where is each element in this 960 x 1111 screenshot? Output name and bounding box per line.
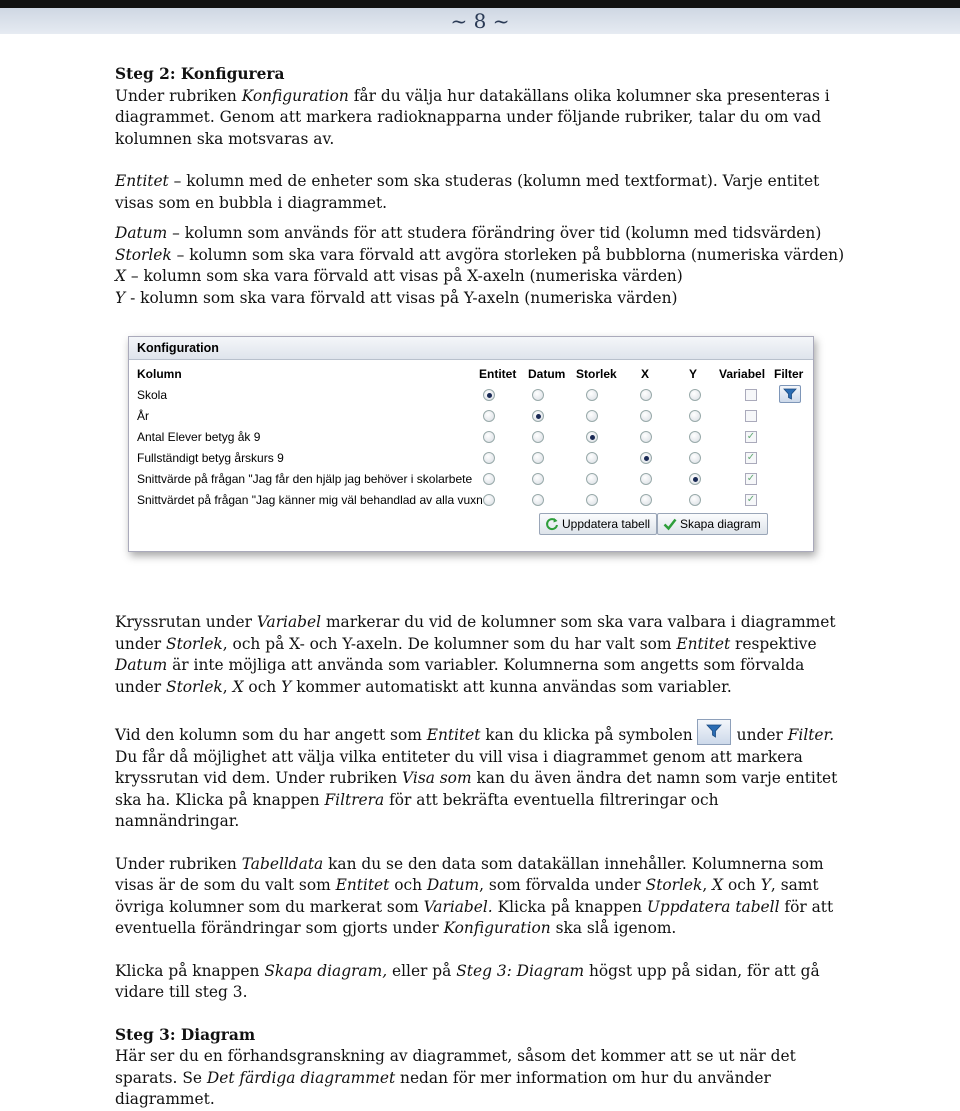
text-segment: eller på xyxy=(387,961,457,980)
text-segment: Entitet xyxy=(115,172,169,190)
radio-cell xyxy=(638,406,654,426)
text-segment: högst upp på sidan, för att gå vidare till steg 3. xyxy=(115,961,820,1001)
top-rule xyxy=(0,0,960,8)
document-body xyxy=(115,64,845,1111)
col-header-entitet: Entitet xyxy=(479,367,517,381)
radio-x[interactable] xyxy=(640,431,652,443)
radio-cell xyxy=(638,448,654,468)
row-label: Snittvärdet på frågan "Jag känner mig väl behandlad av alla vuxn xyxy=(137,493,483,507)
text-segment: Konfiguration xyxy=(241,86,349,105)
text-segment: Klicka på knappen xyxy=(492,897,647,916)
radio-entitet[interactable] xyxy=(483,389,495,401)
text-segment: får du välja hur datakällans olika kolumner ska presenteras i diagrammet. Genom att markera radioknapparna under följande rubriker, talar du om vad kolumnen ska motsvaras av. xyxy=(115,86,830,148)
text-segment: Kryssrutan under xyxy=(115,613,257,631)
text-segment: Y xyxy=(760,876,771,894)
variabel-checkbox[interactable]: ✓ xyxy=(746,473,756,484)
def-entitet xyxy=(115,171,845,214)
text-segment: respektive xyxy=(730,634,817,653)
variabel-checkbox[interactable] xyxy=(745,389,757,401)
radio-entitet[interactable] xyxy=(483,431,495,443)
radio-y[interactable] xyxy=(689,473,701,485)
radio-cell xyxy=(481,469,497,489)
text-segment: , samt övriga kolumner som du markerat som xyxy=(115,876,819,916)
checkbox-cell xyxy=(743,490,759,510)
table-row xyxy=(137,448,805,468)
step2-intro xyxy=(115,86,845,151)
radio-cell xyxy=(584,490,600,510)
radio-cell xyxy=(638,427,654,447)
radio-y[interactable] xyxy=(689,452,701,464)
radio-cell xyxy=(481,385,497,405)
text-segment: Storlek xyxy=(645,876,703,894)
para-skapa xyxy=(115,961,845,1004)
text-segment: , som förvalda under xyxy=(479,876,646,894)
text-segment: Du får då möjlighet att välja vilka entiteter du vill visa i diagrammet genom att markera kryssrutan vid dem. Under rubriken xyxy=(115,747,803,787)
text-segment: markerar du vid de kolumner som ska vara valbara i diagrammet under xyxy=(115,613,836,653)
checkbox-cell xyxy=(743,427,759,447)
create-diagram-label: Skapa diagram xyxy=(680,517,761,531)
radio-storlek[interactable] xyxy=(586,431,598,443)
radio-x[interactable] xyxy=(640,473,652,485)
para-kryssrutan xyxy=(115,612,845,698)
text-segment: Entitet xyxy=(676,634,731,653)
text-segment: kommer automatiskt att kunna användas som variabler. xyxy=(291,677,732,696)
variabel-checkbox[interactable]: ✓ xyxy=(746,494,756,505)
radio-cell xyxy=(481,427,497,447)
radio-datum[interactable] xyxy=(532,431,544,443)
filter-funnel-icon xyxy=(697,719,731,745)
checkbox-cell xyxy=(743,385,759,405)
radio-cell xyxy=(638,490,654,510)
col-header-filter: Filter xyxy=(774,367,804,381)
radio-cell xyxy=(481,406,497,426)
radio-cell xyxy=(584,385,600,405)
text-segment: Entitet xyxy=(335,876,390,894)
radio-cell xyxy=(530,469,546,489)
text-segment: – kolumn som ska vara förvald att avgöra storleken på bubblorna (numeriska värden) xyxy=(171,245,845,264)
radio-cell xyxy=(687,469,703,489)
text-segment: nedan för mer information om hur du använder diagrammet. xyxy=(115,1068,771,1108)
update-table-label: Uppdatera tabell xyxy=(562,517,651,531)
text-segment: Variabel xyxy=(256,613,322,631)
text-segment: Variabel. xyxy=(423,897,493,916)
text-segment: Vid den kolumn som du har angett som xyxy=(115,726,427,744)
radio-cell xyxy=(530,427,546,447)
radio-cell xyxy=(530,448,546,468)
text-segment: Storlek xyxy=(115,245,172,264)
text-segment: Under rubriken xyxy=(115,854,242,873)
radio-x[interactable] xyxy=(640,389,652,401)
table-row xyxy=(137,469,805,489)
row-label: År xyxy=(137,409,149,423)
radio-cell xyxy=(481,448,497,468)
configuration-panel xyxy=(128,336,814,552)
checkbox-cell xyxy=(743,448,759,468)
text-segment: Under rubriken xyxy=(115,86,242,105)
radio-datum[interactable] xyxy=(532,494,544,506)
variabel-checkbox[interactable]: ✓ xyxy=(746,431,756,442)
para-filter xyxy=(115,719,845,833)
radio-cell xyxy=(584,448,600,468)
text-segment: , och på X- och Y-axeln. De kolumner som du har valt som xyxy=(222,634,677,653)
radio-storlek[interactable] xyxy=(586,452,598,464)
col-header-y: Y xyxy=(689,367,698,381)
radio-cell xyxy=(638,469,654,489)
text-segment: , xyxy=(222,677,233,696)
text-segment: Storlek xyxy=(166,677,223,696)
table-row xyxy=(137,385,805,405)
text-segment: Skapa diagram, xyxy=(264,961,388,980)
col-header-datum: Datum xyxy=(528,367,566,381)
radio-cell xyxy=(584,469,600,489)
radio-y[interactable] xyxy=(689,410,701,422)
text-segment: för att eventuella förändringar som gjorts under xyxy=(115,897,834,937)
text-segment: Konfiguration xyxy=(443,919,551,937)
text-segment: Datum xyxy=(426,876,480,894)
radio-storlek[interactable] xyxy=(586,410,598,422)
checkbox-cell xyxy=(743,469,759,489)
text-segment: - kolumn som ska vara förvald att visas på Y-axeln (numeriska värden) xyxy=(125,288,678,307)
radio-cell xyxy=(530,490,546,510)
radio-entitet[interactable] xyxy=(483,410,495,422)
text-segment: Y xyxy=(115,288,126,307)
text-segment: för att bekräfta eventuella filtreringar och namnändringar. xyxy=(115,790,719,830)
radio-storlek[interactable] xyxy=(586,473,598,485)
checkbox-cell xyxy=(743,406,759,426)
panel-title: Konfiguration xyxy=(129,337,813,360)
col-header-storlek: Storlek xyxy=(576,367,617,381)
radio-cell xyxy=(530,406,546,426)
text-segment: Här ser du en förhandsgranskning av diagrammet, såsom det kommer att se ut när det sparats. Se xyxy=(115,1047,796,1087)
row-label: Skola xyxy=(137,388,168,402)
text-segment: kan du klicka på symbolen xyxy=(480,726,693,744)
radio-cell xyxy=(687,385,703,405)
def-x xyxy=(115,266,845,288)
filter-button[interactable] xyxy=(779,385,801,403)
table-row xyxy=(137,406,805,426)
radio-datum[interactable] xyxy=(532,473,544,485)
radio-cell xyxy=(687,427,703,447)
radio-cell xyxy=(584,406,600,426)
text-segment: – kolumn som ska vara förvald att visas på X-axeln (numeriska värden) xyxy=(125,267,683,285)
row-label: Fullständigt betyg årskurs 9 xyxy=(137,451,284,465)
def-storlek xyxy=(115,245,845,267)
text-segment: Entitet xyxy=(426,726,481,744)
def-y xyxy=(115,288,845,310)
text-segment: Uppdatera tabell xyxy=(646,897,780,916)
text-segment: Visa som xyxy=(402,769,472,787)
text-segment: – kolumn som används för att studera förändring över tid (kolumn med tidsvärden) xyxy=(167,224,822,242)
row-label: Snittvärde på frågan "Jag får den hjälp jag behöver i skolarbete xyxy=(137,472,473,486)
row-label: Antal Elever betyg åk 9 xyxy=(137,430,261,444)
text-segment: ska slå igenom. xyxy=(550,919,677,937)
text-segment: Klicka på knappen xyxy=(115,961,265,980)
filter-funnel-icon xyxy=(783,388,797,400)
radio-entitet[interactable] xyxy=(483,473,495,485)
step2-heading: Steg 2: Konfigurera xyxy=(115,65,285,83)
create-diagram-button[interactable] xyxy=(657,513,768,535)
text-segment: X xyxy=(232,677,244,696)
step3-heading: Steg 3: Diagram xyxy=(115,1025,256,1044)
radio-storlek[interactable] xyxy=(586,389,598,401)
text-segment: – kolumn med de enheter som ska studeras (kolumn med textformat). Varje entitet visas som en bubbla i diagrammet. xyxy=(115,172,820,212)
radio-x[interactable] xyxy=(640,410,652,422)
text-segment: kan du även ändra det namn som varje entitet ska ha. Klicka på knappen xyxy=(115,769,838,809)
text-segment: X xyxy=(712,876,724,894)
radio-datum[interactable] xyxy=(532,389,544,401)
update-table-button[interactable] xyxy=(539,513,657,535)
text-segment: Storlek xyxy=(166,634,223,653)
radio-storlek[interactable] xyxy=(586,494,598,506)
text-segment: , xyxy=(702,876,713,894)
radio-entitet[interactable] xyxy=(483,452,495,464)
radio-cell xyxy=(687,406,703,426)
col-header-x: X xyxy=(641,367,650,381)
text-segment: Det färdiga diagrammet xyxy=(206,1068,396,1087)
radio-cell xyxy=(687,448,703,468)
radio-cell xyxy=(530,385,546,405)
radio-cell xyxy=(481,490,497,510)
text-segment: X xyxy=(115,267,126,285)
text-segment: under xyxy=(736,726,788,744)
radio-cell xyxy=(584,427,600,447)
variabel-checkbox[interactable] xyxy=(745,410,757,422)
text-segment: Datum xyxy=(115,224,168,242)
radio-y[interactable] xyxy=(689,494,701,506)
para-tabelldata xyxy=(115,854,845,940)
radio-datum[interactable] xyxy=(532,410,544,422)
text-segment: Y xyxy=(281,677,292,696)
radio-y[interactable] xyxy=(689,431,701,443)
checkmark-icon xyxy=(663,517,677,531)
text-segment: Tabelldata xyxy=(241,854,324,873)
radio-datum[interactable] xyxy=(532,452,544,464)
text-segment: Filtrera xyxy=(324,790,385,809)
table-row xyxy=(137,427,805,447)
radio-x[interactable] xyxy=(640,452,652,464)
variabel-checkbox[interactable]: ✓ xyxy=(746,452,756,463)
text-segment: och xyxy=(243,677,282,696)
refresh-icon xyxy=(545,517,559,531)
radio-cell xyxy=(687,490,703,510)
page-number: ~ 8 ~ xyxy=(450,9,510,33)
text-segment: och xyxy=(723,876,761,894)
radio-x[interactable] xyxy=(640,494,652,506)
text-segment: Steg 3: Diagram xyxy=(456,961,585,980)
radio-cell xyxy=(638,385,654,405)
text-segment: och xyxy=(389,876,427,894)
radio-y[interactable] xyxy=(689,389,701,401)
text-segment: kan du se den data som datakällan innehåller. Kolumnerna som visas är de som du valt som xyxy=(115,854,824,894)
radio-entitet[interactable] xyxy=(483,494,495,506)
col-header-kolumn: Kolumn xyxy=(137,367,182,381)
text-segment: är inte möjliga att använda som variabler. Kolumnerna som angetts som förvalda under xyxy=(115,656,805,696)
step3-text xyxy=(115,1046,845,1111)
table-row xyxy=(137,490,805,510)
col-header-variabel: Variabel xyxy=(719,367,766,381)
text-segment: Filter. xyxy=(787,726,835,744)
text-segment: Datum xyxy=(115,656,168,674)
def-datum xyxy=(115,223,845,245)
